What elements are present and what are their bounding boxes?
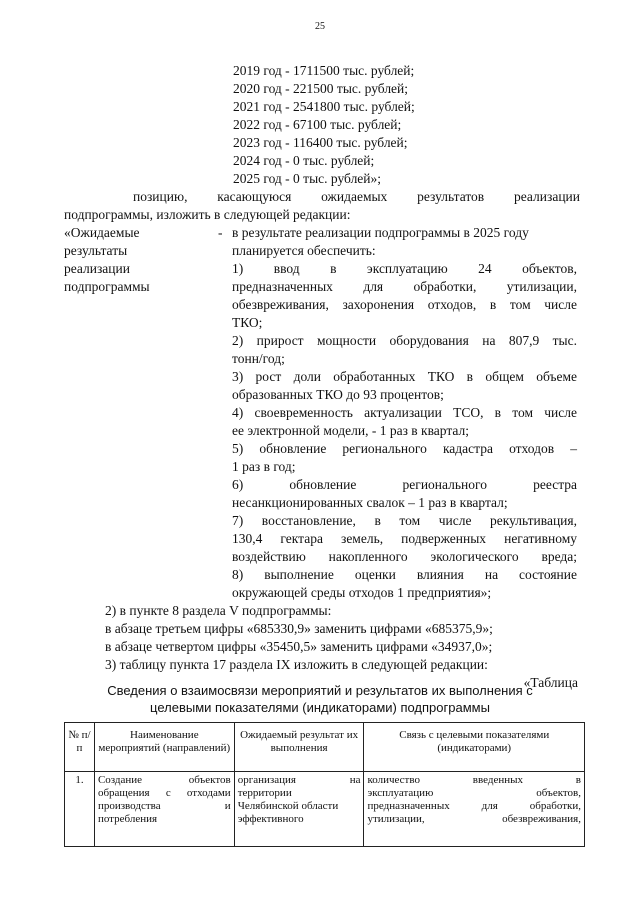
header-cell: Ожидаемый результат их выполнения bbox=[234, 723, 364, 772]
cell-line: эксплуатацию объектов, bbox=[367, 787, 581, 799]
header-cell: Наименование мероприятий (направлений) bbox=[94, 723, 234, 772]
table-row bbox=[65, 772, 585, 847]
field-line: 3) рост доли обработанных ТКО в общем объеме bbox=[232, 369, 577, 384]
funding-line: 2024 год - 0 тыс. рублей; bbox=[233, 153, 375, 168]
intro-word: результатов bbox=[417, 189, 485, 204]
cell-line: территории bbox=[237, 787, 292, 799]
field-line: ее электронной модели, - 1 раз в квартал; bbox=[232, 423, 470, 438]
table-title-line: Сведения о взаимосвязи мероприятий и результатов их выполнения с bbox=[107, 683, 533, 698]
cell-line: Создание объектов bbox=[97, 774, 231, 786]
cell-line: Челябинской области bbox=[237, 800, 339, 812]
funding-line: 2025 год - 0 тыс. рублей»; bbox=[233, 171, 382, 186]
field-line: несанкционированных свалок – 1 раз в квартал; bbox=[232, 495, 508, 510]
field-label-line: подпрограммы bbox=[64, 279, 150, 294]
field-label-line: реализации bbox=[64, 261, 130, 276]
funding-line: 2022 год - 67100 тыс. рублей; bbox=[233, 117, 402, 132]
header-cell: Связь с целевыми показателями (индикаторами) bbox=[364, 723, 585, 772]
field-label-line: «Ожидаемые bbox=[64, 225, 140, 240]
field-line: предназначенных для обработки, утилизации, bbox=[232, 279, 577, 294]
field-label-line: результаты bbox=[64, 243, 128, 258]
field-line: окружающей среды отходов 1 предприятия»; bbox=[232, 585, 492, 600]
cell-line: обращения с отходами bbox=[97, 787, 231, 799]
table-header-row bbox=[65, 723, 585, 772]
cell-line: потребления bbox=[97, 813, 158, 825]
amend-line: в абзаце четвертом цифры «35450,5» заменить цифрами «34937,0»; bbox=[105, 639, 493, 654]
field-line: образованных ТКО до 93 процентов; bbox=[232, 387, 444, 402]
field-line: 130,4 гектара земель, подверженных негативному bbox=[232, 531, 577, 546]
field-line: воздействию накопленного экологического вреда; bbox=[232, 549, 577, 564]
field-line: 7) восстановление, в том числе рекультивация, bbox=[232, 513, 577, 528]
table-caption: «Таблица bbox=[523, 675, 578, 690]
table-title bbox=[60, 682, 580, 716]
table-cell bbox=[234, 772, 364, 847]
intro-word: реализации bbox=[514, 189, 580, 204]
page-number: 25 bbox=[315, 21, 325, 32]
funding-line: 2021 год - 2541800 тыс. рублей; bbox=[233, 99, 415, 114]
field-line: 5) обновление регионального кадастра отходов – bbox=[232, 441, 577, 456]
cell-line: количество введенных в bbox=[367, 774, 581, 786]
field-line: 2) прирост мощности оборудования на 807,9 тыс. bbox=[232, 333, 577, 348]
field-line: 8) выполнение оценки влияния на состояние bbox=[232, 567, 577, 582]
field-line: ТКО; bbox=[232, 315, 263, 330]
field-line: обезвреживания, захоронения отходов, в том числе bbox=[232, 297, 577, 312]
intro-word: позицию, bbox=[133, 189, 188, 204]
header-cell: № п/п bbox=[65, 723, 95, 772]
row-number: 1. bbox=[65, 772, 95, 847]
field-line: 1) ввод в эксплуатацию 24 объектов, bbox=[232, 261, 577, 276]
table-title-line: целевыми показателями (индикаторами) подпрограммы bbox=[150, 700, 490, 715]
amend-line: 2) в пункте 8 раздела V подпрограммы: bbox=[105, 603, 332, 618]
field-line: 6) обновление регионального реестра bbox=[232, 477, 577, 492]
cell-line: организация на bbox=[237, 774, 361, 786]
funding-line: 2020 год - 221500 тыс. рублей; bbox=[233, 81, 409, 96]
data-table bbox=[64, 722, 585, 847]
cell-line: утилизации, обезвреживания, bbox=[367, 813, 581, 825]
intro-word: касающуюся bbox=[217, 189, 292, 204]
amend-line: в абзаце третьем цифры «685330,9» заменить цифрами «685375,9»; bbox=[105, 621, 493, 636]
table-cell bbox=[364, 772, 585, 847]
amend-line: 3) таблицу пункта 17 раздела IX изложить в следующей редакции: bbox=[105, 657, 488, 672]
intro-line: подпрограммы, изложить в следующей редакции: bbox=[64, 207, 351, 222]
table-cell bbox=[94, 772, 234, 847]
cell-line: производства и bbox=[97, 800, 231, 812]
funding-line: 2023 год - 116400 тыс. рублей; bbox=[233, 135, 408, 150]
field-line: в результате реализации подпрограммы в 2025 году bbox=[232, 225, 529, 240]
field-line: планируется обеспечить: bbox=[232, 243, 376, 258]
cell-line: эффективного bbox=[237, 813, 304, 825]
intro-word: ожидаемых bbox=[321, 189, 388, 204]
field-line: 4) своевременность актуализации ТСО, в том числе bbox=[232, 405, 577, 420]
cell-line: предназначенных для обработки, bbox=[367, 800, 581, 812]
field-line: тонн/год; bbox=[232, 351, 285, 366]
funding-line: 2019 год - 1711500 тыс. рублей; bbox=[233, 63, 415, 78]
field-line: 1 раз в год; bbox=[232, 459, 296, 474]
intro-line bbox=[133, 188, 580, 206]
field-dash: - bbox=[218, 225, 223, 240]
